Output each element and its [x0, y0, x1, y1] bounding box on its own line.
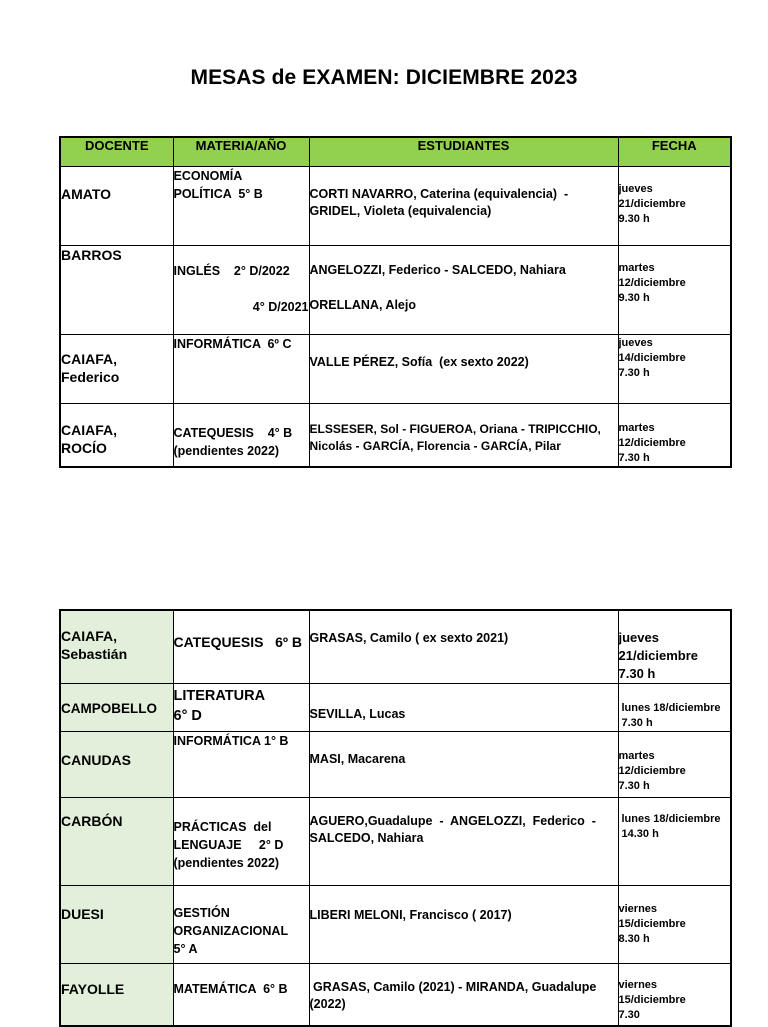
estudiantes-line	[310, 279, 618, 297]
estudiantes-cell	[309, 246, 618, 335]
docente-name: CAMPOBELLO	[61, 701, 157, 716]
fecha-line: 7.30 h	[621, 717, 653, 729]
estudiantes-line: ORELLANA, Alejo	[309, 298, 416, 312]
docente-name: ROCÍO	[61, 440, 107, 456]
estudiantes-line: GRIDEL, Violeta (equivalencia)	[309, 204, 492, 218]
materia-line: ECONOMÍA	[173, 169, 243, 183]
materia-cell	[173, 684, 309, 732]
fecha-line: 7.30 h	[618, 452, 650, 464]
fecha-cell	[618, 798, 731, 886]
docente-name: Federico	[61, 369, 120, 385]
fecha-line: martes	[618, 262, 655, 274]
estudiantes-line: LIBERI MELONI, Francisco ( 2017)	[309, 908, 512, 922]
materia-line: INFORMÁTICA 6º C	[173, 337, 292, 351]
docente-cell	[60, 684, 173, 732]
estudiantes-line: (2022)	[309, 997, 346, 1011]
materia-line: 4° D/2021	[252, 300, 309, 314]
table-row	[60, 886, 731, 964]
docente-name: DUESI	[61, 906, 104, 922]
estudiantes-cell	[309, 335, 618, 404]
table-row	[60, 246, 731, 335]
fecha-line: lunes 18/diciembre	[621, 702, 721, 714]
fecha-cell	[618, 684, 731, 732]
fecha-line: 7.30	[618, 1009, 640, 1021]
docente-cell	[60, 167, 173, 246]
materia-line: POLÍTICA 5° B	[173, 187, 263, 201]
fecha-line: 14/diciembre	[618, 352, 686, 364]
materia-line	[174, 280, 309, 298]
docente-cell	[60, 246, 173, 335]
materia-cell	[173, 732, 309, 798]
estudiantes-line: Nicolás - GARCÍA, Florencia - GARCÍA, Pilar	[309, 439, 561, 453]
fecha-line: 7.30 h	[618, 780, 650, 792]
estudiantes-line: AGUERO,Guadalupe - ANGELOZZI, Federico -	[309, 814, 596, 828]
materia-cell	[173, 167, 309, 246]
materia-cell	[173, 964, 309, 1026]
fecha-line: 15/diciembre	[618, 994, 686, 1006]
fecha-line: viernes	[618, 979, 658, 991]
fecha-line: 12/diciembre	[618, 437, 686, 449]
estudiantes-cell	[309, 732, 618, 798]
materia-line: ORGANIZACIONAL	[173, 924, 289, 938]
header-materia: MATERIA/AÑO	[173, 137, 309, 167]
fecha-line: 9.30 h	[618, 292, 650, 304]
docente-name: CANUDAS	[61, 752, 131, 768]
docente-cell	[60, 732, 173, 798]
fecha-line: martes	[618, 422, 655, 434]
table-row	[60, 610, 731, 684]
fecha-line: jueves	[618, 630, 659, 645]
fecha-cell	[618, 167, 731, 246]
materia-line: GESTIÓN	[173, 906, 230, 920]
materia-line: 6° D	[173, 708, 202, 724]
fecha-line: jueves	[618, 337, 653, 349]
docente-name: AMATO	[61, 186, 112, 202]
materia-cell	[173, 246, 309, 335]
materia-line: LITERATURA	[173, 688, 266, 704]
estudiantes-line: SALCEDO, Nahiara	[309, 831, 424, 845]
docente-name: Sebastián	[61, 646, 128, 662]
materia-cell	[173, 798, 309, 886]
fecha-cell	[618, 404, 731, 468]
fecha-line: 12/diciembre	[618, 765, 686, 777]
estudiantes-line: SEVILLA, Lucas	[309, 707, 406, 721]
fecha-cell	[618, 610, 731, 684]
estudiantes-line: MASI, Macarena	[309, 752, 406, 766]
fecha-line: 21/diciembre	[618, 648, 698, 663]
materia-cell	[173, 886, 309, 964]
fecha-cell	[618, 246, 731, 335]
table-row	[60, 684, 731, 732]
exam-table-1	[59, 136, 732, 468]
estudiantes-cell	[309, 684, 618, 732]
docente-name: FAYOLLE	[61, 981, 125, 997]
materia-line: MATEMÁTICA 6° B	[173, 982, 288, 996]
table-row	[60, 335, 731, 404]
fecha-line: lunes 18/diciembre	[621, 813, 721, 825]
fecha-line: 12/diciembre	[618, 277, 686, 289]
fecha-line: 14.30 h	[621, 828, 659, 840]
fecha-cell	[618, 732, 731, 798]
docente-cell	[60, 335, 173, 404]
estudiantes-cell	[309, 167, 618, 246]
fecha-line: 9.30 h	[618, 213, 650, 225]
estudiantes-cell	[309, 886, 618, 964]
table-row	[60, 798, 731, 886]
fecha-line: 7.30 h	[618, 666, 656, 681]
fecha-line: 21/diciembre	[618, 198, 686, 210]
estudiantes-line: ELSSESER, Sol - FIGUEROA, Oriana - TRIPICCHIO,	[309, 422, 601, 436]
fecha-line: jueves	[618, 183, 653, 195]
materia-line: INGLÉS 2° D/2022	[173, 264, 290, 278]
table-row	[60, 964, 731, 1026]
docente-cell	[60, 404, 173, 468]
fecha-line: 15/diciembre	[618, 918, 686, 930]
materia-cell	[173, 404, 309, 468]
materia-line: LENGUAJE 2° D	[173, 838, 284, 852]
materia-line: INFORMÁTICA 1° B	[173, 734, 289, 748]
fecha-line: 7.30 h	[618, 367, 650, 379]
table-row	[60, 732, 731, 798]
estudiantes-cell	[309, 610, 618, 684]
docente-name: CARBÓN	[61, 813, 123, 829]
materia-line: CATEQUESIS 4° B	[173, 426, 293, 440]
docente-name: BARROS	[61, 247, 122, 263]
header-docente: DOCENTE	[60, 137, 173, 167]
docente-cell	[60, 964, 173, 1026]
estudiantes-line: VALLE PÉREZ, Sofía (ex sexto 2022)	[309, 355, 529, 369]
materia-cell	[173, 335, 309, 404]
estudiantes-cell	[309, 798, 618, 886]
fecha-line: 8.30 h	[618, 933, 650, 945]
table-row	[60, 404, 731, 468]
materia-line: PRÁCTICAS del	[173, 820, 272, 834]
materia-cell	[173, 610, 309, 684]
docente-cell	[60, 610, 173, 684]
fecha-cell	[618, 335, 731, 404]
estudiantes-line: GRASAS, Camilo (2021) - MIRANDA, Guadalupe	[309, 980, 597, 994]
table-header-row	[60, 137, 731, 167]
header-estudiantes: ESTUDIANTES	[309, 137, 618, 167]
fecha-cell	[618, 964, 731, 1026]
fecha-line: viernes	[618, 903, 658, 915]
table-row	[60, 167, 731, 246]
estudiantes-cell	[309, 404, 618, 468]
estudiantes-cell	[309, 964, 618, 1026]
docente-name: CAIAFA,	[61, 351, 117, 367]
docente-cell	[60, 798, 173, 886]
docente-cell	[60, 886, 173, 964]
materia-line: CATEQUESIS 6º B	[173, 634, 303, 650]
materia-line: (pendientes 2022)	[173, 856, 280, 870]
materia-line: (pendientes 2022)	[173, 444, 280, 458]
estudiantes-line: ANGELOZZI, Federico - SALCEDO, Nahiara	[309, 263, 566, 277]
fecha-cell	[618, 886, 731, 964]
header-fecha: FECHA	[618, 137, 731, 167]
materia-line: 5° A	[173, 942, 198, 956]
page-title: MESAS de EXAMEN: DICIEMBRE 2023	[190, 66, 578, 89]
docente-name: CAIAFA,	[61, 628, 117, 644]
fecha-line: martes	[618, 750, 655, 762]
exam-table-2	[59, 609, 732, 1027]
estudiantes-line: CORTI NAVARRO, Caterina (equivalencia) -	[309, 187, 569, 201]
estudiantes-line: GRASAS, Camilo ( ex sexto 2021)	[309, 631, 509, 645]
docente-name: CAIAFA,	[61, 422, 117, 438]
